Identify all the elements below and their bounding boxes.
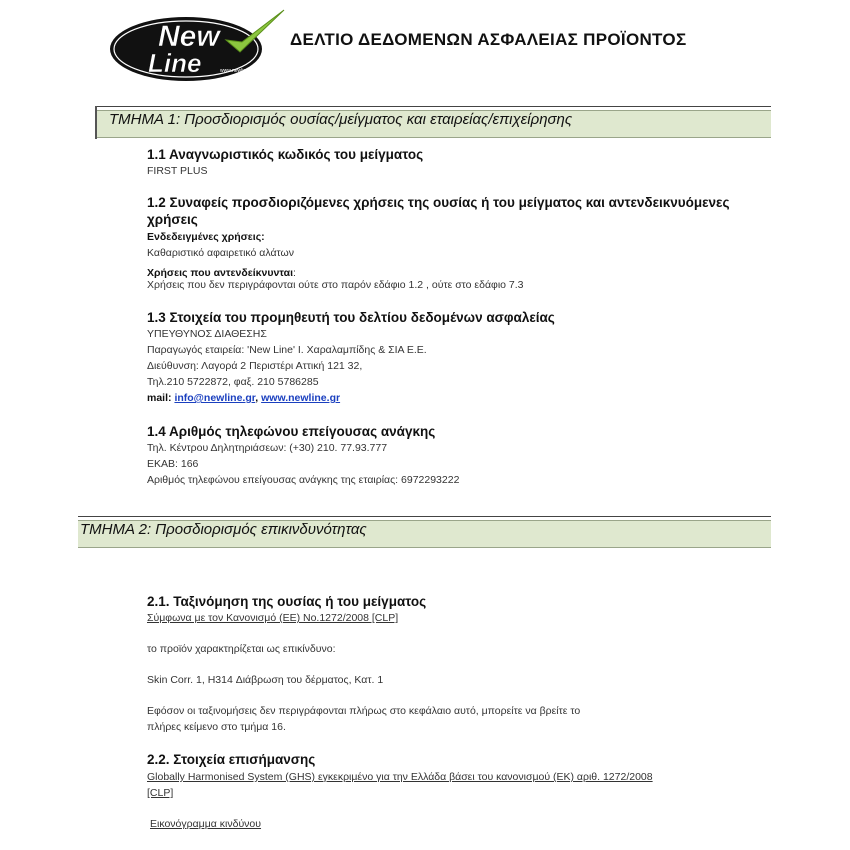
section1-left-rule (95, 106, 97, 139)
product-name: FIRST PLUS (147, 165, 208, 177)
s1-1-title: 1.1 Αναγνωριστικός κωδικός του μείγματος (147, 147, 424, 162)
poison-center-phone: Τηλ. Κέντρου Δηλητηριάσεων: (+30) 210. 77.93.777 (147, 442, 388, 454)
section1-header (95, 106, 771, 137)
website-link[interactable]: www.newline.gr (261, 392, 341, 404)
company-emergency-phone: Αριθμός τηλεφώνου επείγουσας ανάγκης της εταιρίας: 6972293222 (147, 474, 460, 486)
svg-text:Line: Line (148, 48, 202, 78)
company-address: Διεύθυνση: Λαγορά 2 Περιστέρι Αττική 121 32, (147, 360, 363, 372)
hazard-statement: το προϊόν χαρακτηρίζεται ως επικίνδυνο: (147, 643, 336, 655)
company-phone-fax: Τηλ.210 5722872, φαξ. 210 5786285 (147, 376, 319, 388)
indicated-uses-value: Καθαριστικό αφαιρετικό αλάτων (147, 247, 294, 259)
contact-line (147, 392, 340, 404)
s2-1-title: 2.1. Ταξινόμηση της ουσίας ή του μείγματος (147, 594, 427, 609)
s1-3-title: 1.3 Στοιχεία του προμηθευτή του δελτίου δεδομένων ασφαλείας (147, 310, 555, 325)
mail-label: mail: (147, 392, 172, 404)
svg-text:New: New (158, 20, 220, 53)
section2-header (78, 516, 771, 547)
classification-note-line1: Εφόσον οι ταξινομήσεις δεν περιγράφονται πλήρως στο κεφάλαιο αυτό, μπορείτε να βρείτε το (147, 705, 581, 717)
responsible-label: ΥΠΕΥΘΥΝΟΣ ΔΙΑΘΕΣΗΣ (147, 328, 267, 340)
section2-heading: ΤΜΗΜΑ 2: Προσδιορισμός επικινδυνότητας (80, 521, 367, 538)
s1-2-title-line1: 1.2 Συναφείς προσδιοριζόμενες χρήσεις της ουσίας ή του μείγματος και αντενδεικνυόμενες (147, 195, 730, 210)
indicated-uses-label: Ενδεδειγμένες χρήσεις: (147, 231, 265, 243)
pictogram-label: Εικονόγραμμα κινδύνου (150, 818, 262, 830)
section1-heading: ΤΜΗΜΑ 1: Προσδιορισμός ουσίας/μείγματος και εταιρείας/επιχείρησης (109, 111, 573, 128)
document-title: ΔΕΛΤΙΟ ΔΕΔΟΜΕΝΩΝ ΑΣΦΑΛΕΙΑΣ ΠΡΟΪΟΝΤΟΣ (290, 30, 687, 49)
ekab-phone: ΕΚΑΒ: 166 (147, 458, 199, 470)
svg-text:www.newline.gr: www.newline.gr (220, 68, 255, 74)
contra-uses-colon: : (293, 267, 296, 279)
classification-note-line2: πλήρες κείμενο στο τμήμα 16. (147, 721, 286, 733)
s2-2-title: 2.2. Στοιχεία επισήμανσης (147, 752, 316, 767)
company-logo (108, 6, 286, 84)
s1-2-title-line2: χρήσεις (147, 212, 198, 227)
email-link[interactable]: info@newline.gr (174, 392, 256, 404)
contra-uses-label: Χρήσεις που αντενδείκνυνται (147, 267, 294, 279)
clp-regulation: Σύμφωνα με τον Κανονισμό (ΕΕ) No.1272/2008 [CLP] (147, 612, 399, 624)
contact-comma: , (255, 392, 259, 404)
hazard-classification: Skin Corr. 1, H314 Διάβρωση του δέρματος, Κατ. 1 (147, 674, 384, 686)
contra-uses-value: Χρήσεις που δεν περιγράφονται ούτε στο παρόν εδάφιο 1.2 , ούτε στο εδάφιο 7.3 (147, 279, 524, 291)
company-name: Παραγωγός εταιρεία: 'New Line' Ι. Χαραλαμπίδης & ΣΙΑ Ε.Ε. (147, 344, 427, 356)
s1-4-title: 1.4 Αριθμός τηλεφώνου επείγουσας ανάγκης (147, 424, 436, 439)
ghs-line1: Globally Harmonised System (GHS) εγκεκριμένο για την Ελλάδα βάσει του κανονισμού (ΕΚ) αριθ. 1272/2008 (147, 771, 653, 783)
ghs-line2: [CLP] (147, 787, 174, 799)
